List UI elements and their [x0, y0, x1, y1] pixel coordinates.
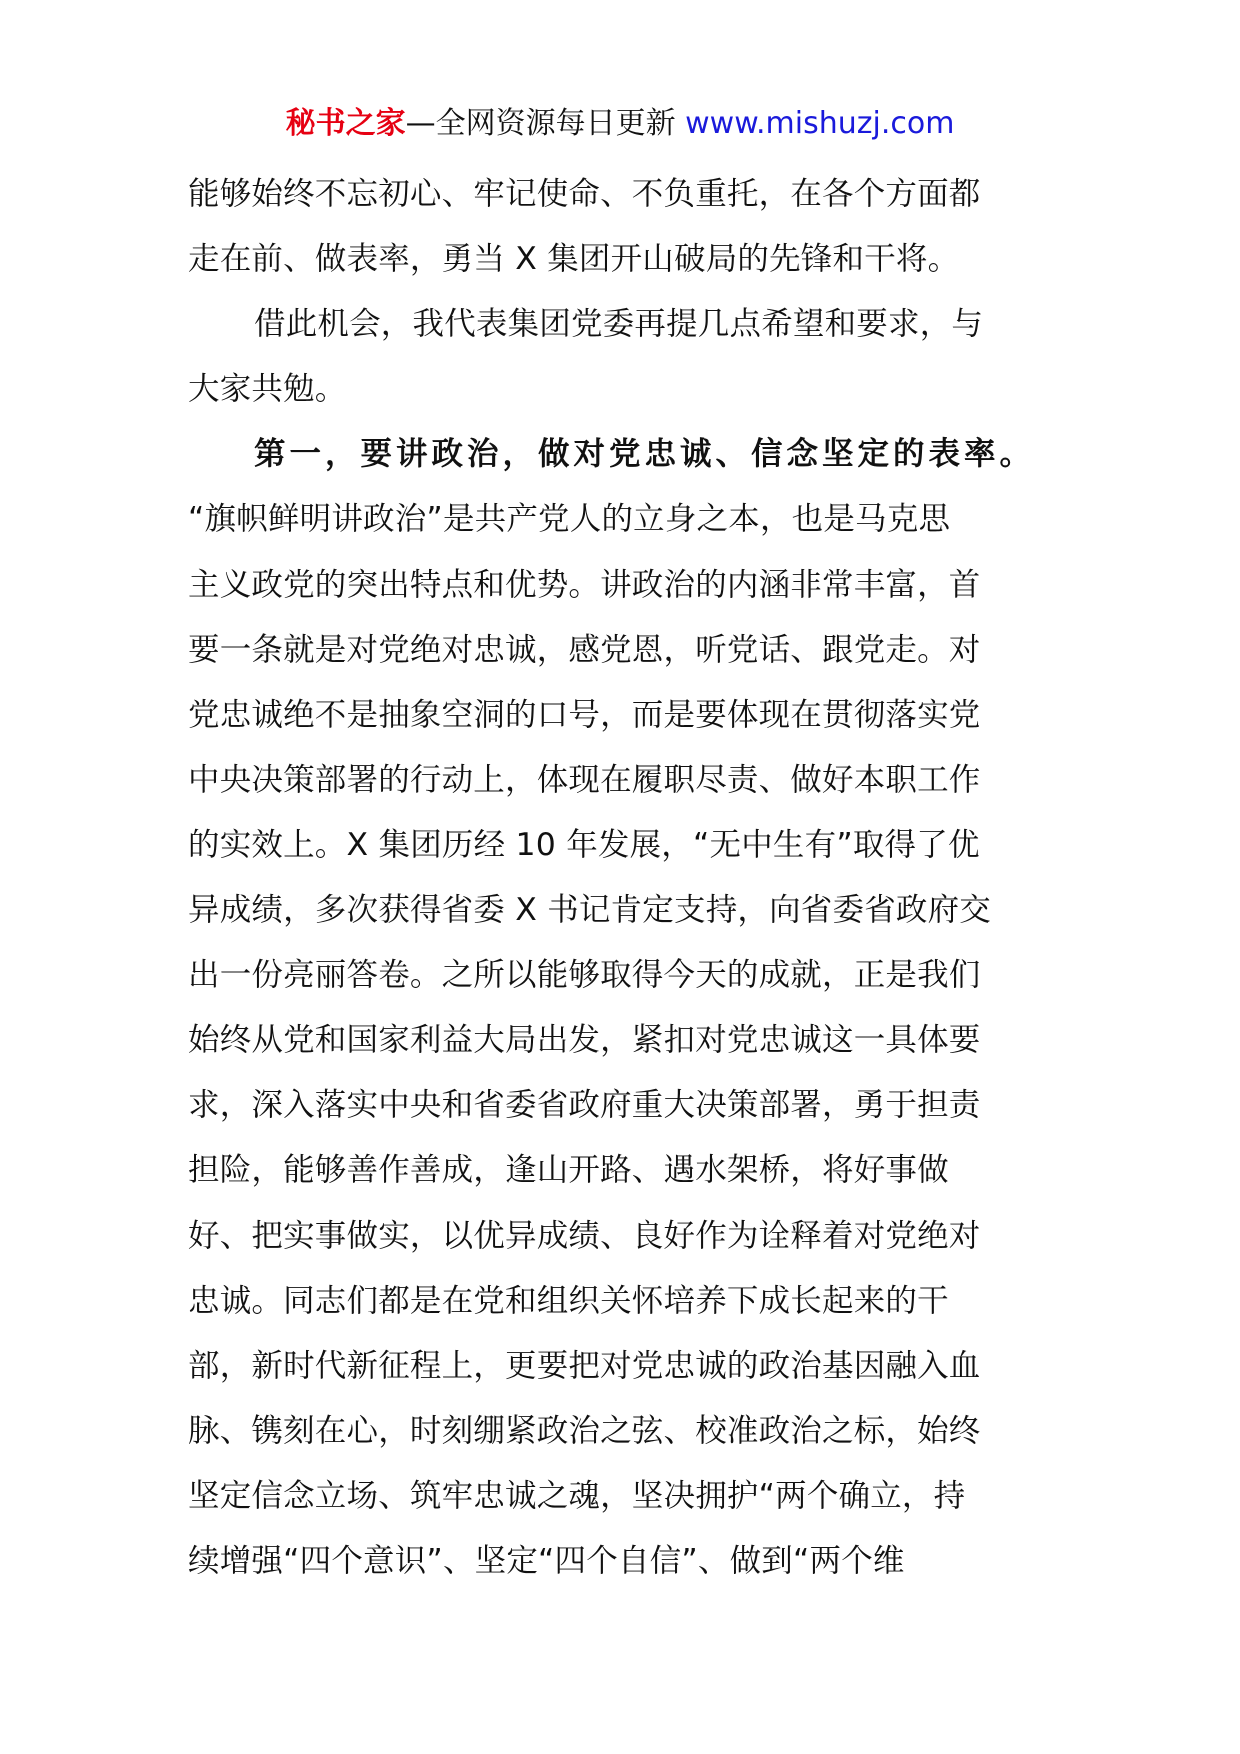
document-body	[188, 162, 1058, 1594]
site-slogan: —全网资源每日更新	[405, 106, 686, 141]
text-line: 党忠诚绝不是抽象空洞的口号，而是要体现在贯彻落实党	[188, 696, 981, 733]
text-line: 中央决策部署的行动上，体现在履职尽责、做好本职工作	[188, 761, 981, 798]
text-line: 走在前、做表率，勇当 X 集团开山破局的先锋和干将。	[188, 241, 960, 278]
text-line: 异成绩，多次获得省委 X 书记肯定支持，向省委省政府交	[188, 892, 992, 929]
site-header	[0, 102, 1240, 146]
site-brand: 秘书之家	[285, 106, 406, 141]
text-line: 的实效上。X 集团历经 10 年发展，“无中生有”取得了优	[188, 826, 980, 863]
text-line: 要一条就是对党绝对忠诚，感党恩，听党话、跟党走。对	[188, 631, 981, 668]
text-line: 部，新时代新征程上，更要把对党忠诚的政治基因融入血	[188, 1347, 981, 1384]
text-line: 脉、镌刻在心，时刻绷紧政治之弦、校准政治之标，始终	[188, 1412, 981, 1449]
text-line: 好、把实事做实，以优异成绩、良好作为诠释着对党绝对	[188, 1217, 981, 1254]
text-line: 大家共勉。	[188, 371, 347, 408]
text-line: 续增强“四个意识”、坚定“四个自信”、做到“两个维	[188, 1542, 905, 1579]
text-line: 主义政党的突出特点和优势。讲政治的内涵非常丰富，首	[188, 566, 981, 603]
section-heading: 第一，要讲政治，做对党忠诚、信念坚定的表率。	[254, 436, 1036, 473]
text-line: 坚定信念立场、筑牢忠诚之魂，坚决拥护“两个确立，持	[188, 1477, 966, 1514]
text-line: “旗帜鲜明讲政治”是共产党人的立身之本，也是马克思	[188, 501, 951, 538]
text-line: 始终从党和国家利益大局出发，紧扣对党忠诚这一具体要	[188, 1022, 981, 1059]
text-line: 求，深入落实中央和省委省政府重大决策部署，勇于担责	[188, 1087, 981, 1124]
text-line: 能够始终不忘初心、牢记使命、不负重托，在各个方面都	[188, 176, 981, 212]
text-line: 出一份亮丽答卷。之所以能够取得今天的成就，正是我们	[188, 957, 981, 994]
text-line: 忠诚。同志们都是在党和组织关怀培养下成长起来的干	[188, 1282, 949, 1319]
text-line: 借此机会，我代表集团党委再提几点希望和要求，与	[254, 306, 984, 343]
text-line: 担险，能够善作善成，逢山开路、遇水架桥，将好事做	[188, 1152, 949, 1189]
site-url-link[interactable]: www.mishuzj.com	[685, 106, 955, 141]
